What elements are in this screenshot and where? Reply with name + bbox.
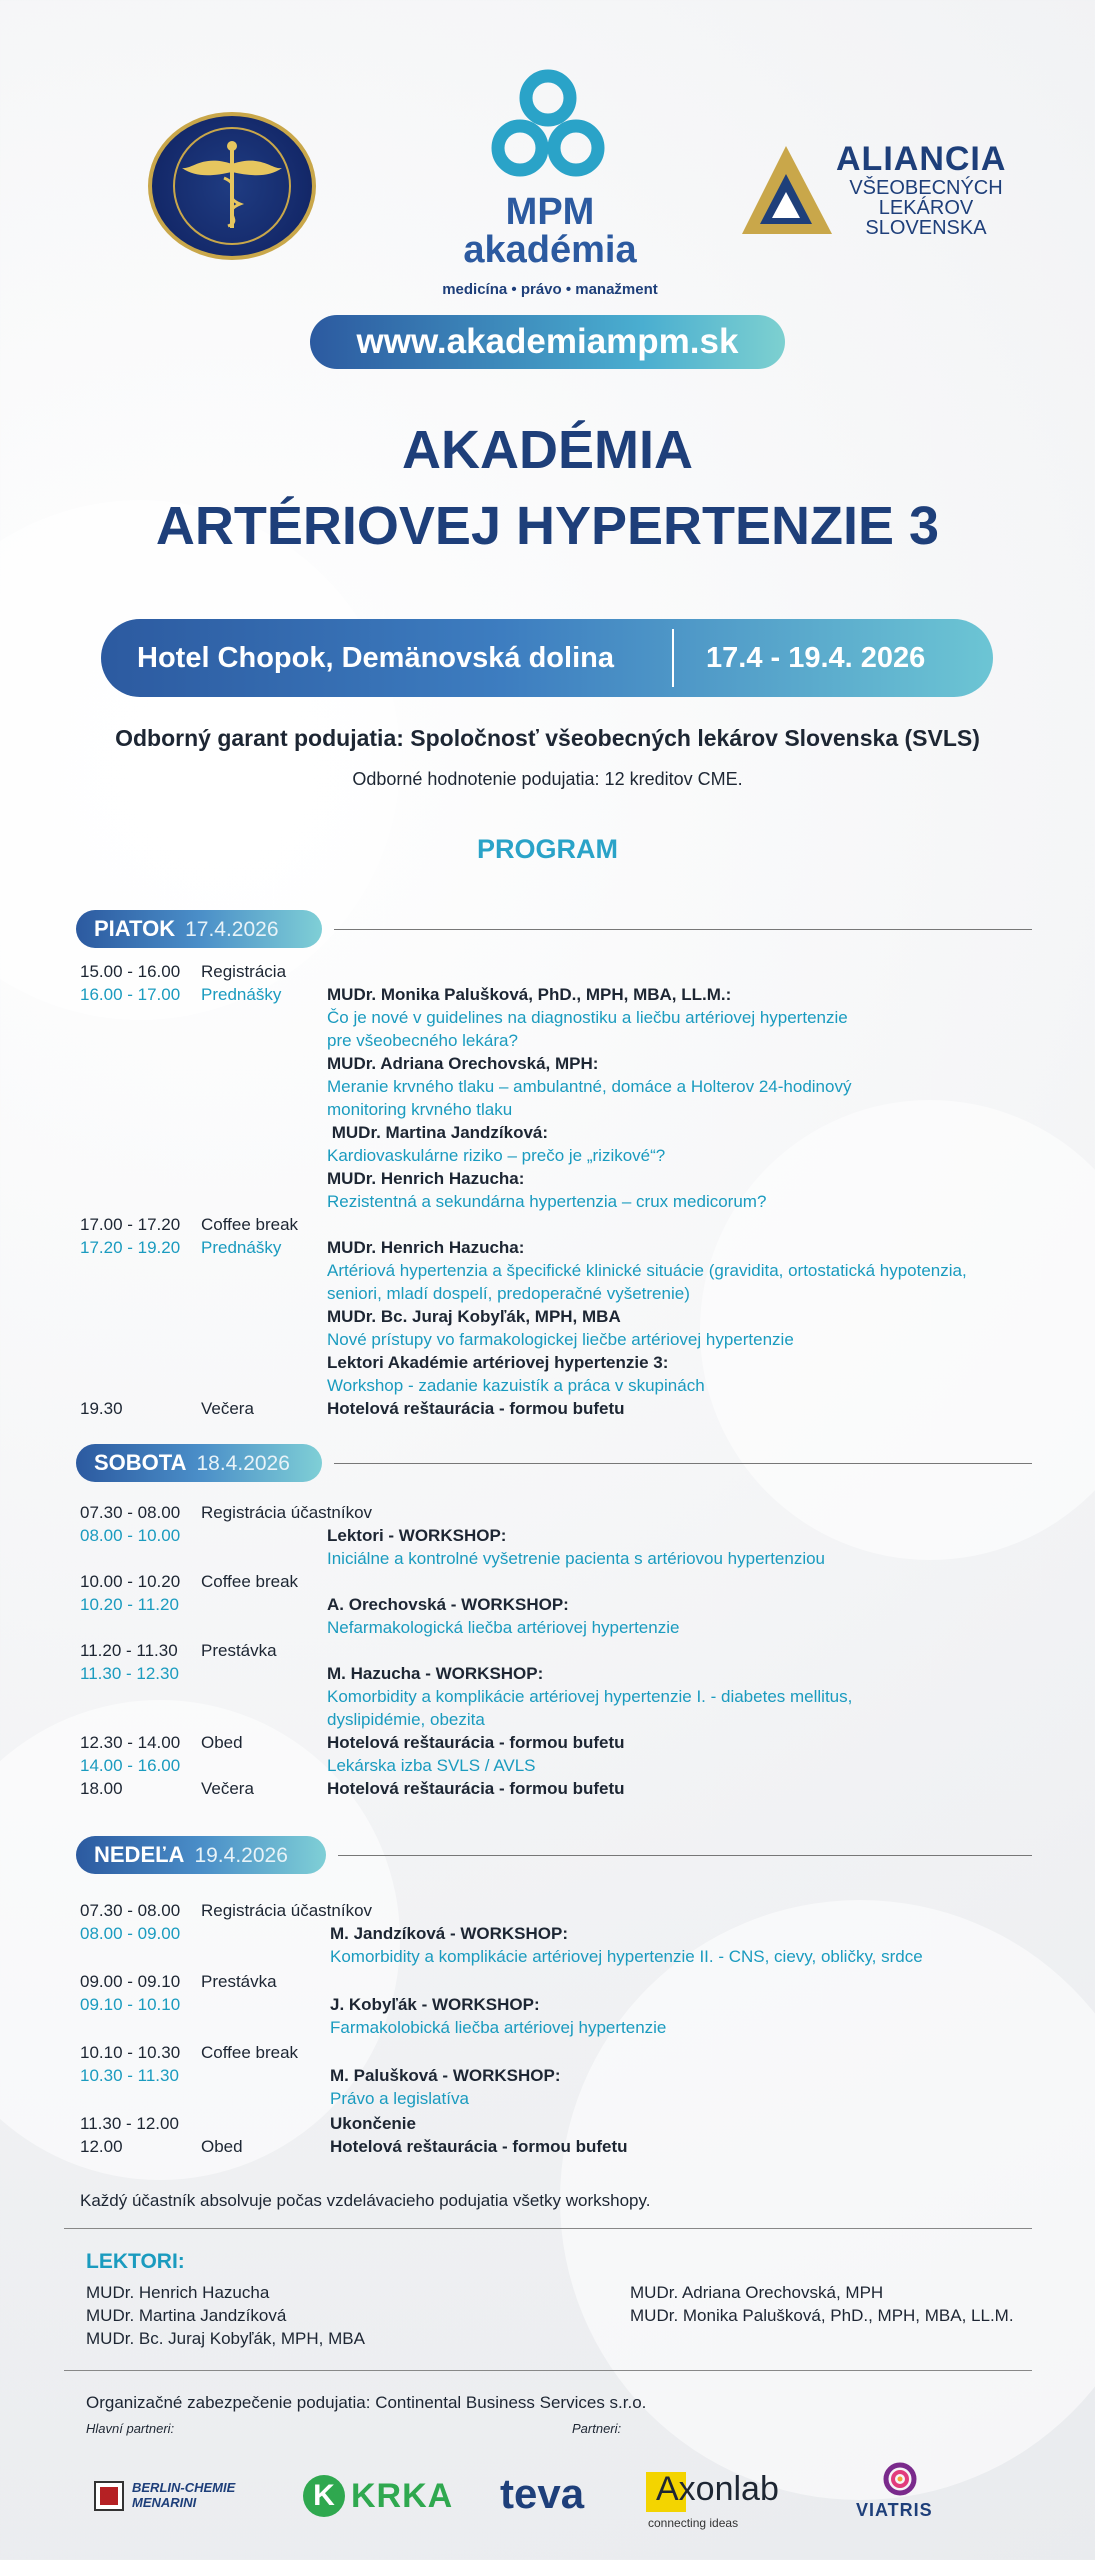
lecturer-line: M. Jandzíková - WORKSHOP: — [330, 1924, 569, 1943]
axonlab-tagline: connecting ideas — [648, 2516, 739, 2530]
krka-k-icon: K — [303, 2475, 345, 2517]
krka-logo — [303, 2473, 463, 2519]
day-divider — [334, 929, 1032, 930]
lecture-title: Workshop - zadanie kazuistík a práca v skupinách — [327, 1376, 705, 1395]
lektori-heading: LEKTORI: — [86, 2250, 185, 2273]
triangle-icon — [740, 140, 836, 240]
aliancia-sub-1: VŠEOBECNÝCH — [849, 177, 1003, 199]
mpm-tagline: medicína • právo • manažment — [442, 281, 658, 298]
lecture-title: Farmakolobická liečba artériovej hypertenzie — [330, 2018, 667, 2037]
lecture-title: Nefarmakologická liečba artériovej hypertenzie — [327, 1618, 680, 1637]
slot-detail: Hotelová reštaurácia - formou bufetu — [327, 1733, 625, 1752]
slot-label: Obed — [201, 2137, 243, 2156]
slot-label: Registrácia účastníkov — [201, 1901, 373, 1920]
slot-detail: Hotelová reštaurácia - formou bufetu — [327, 1399, 625, 1418]
day-pill-sobota — [76, 1444, 322, 1482]
program-heading: PROGRAM — [477, 834, 618, 864]
lecturer-line: A. Orechovská - WORKSHOP: — [327, 1595, 569, 1614]
guarantee-text: Odborný garant podujatia: Spoločnosť všeobecných lekárov Slovenska (SVLS) — [115, 725, 980, 751]
lecturer-name: MUDr. Henrich Hazucha — [86, 2283, 270, 2302]
svls-seal-logo — [148, 112, 316, 260]
lecturer-line: M. Hazucha - WORKSHOP: — [327, 1664, 544, 1683]
viatris-swirl-icon — [880, 2462, 920, 2496]
mpm-line1: MPM — [505, 191, 595, 233]
partners-label: Partneri: — [572, 2421, 622, 2436]
lecturer-line: M. Palušková - WORKSHOP: — [330, 2066, 561, 2085]
berlin-chemie-logo — [94, 2478, 284, 2514]
time-cell: 09.00 - 09.10 — [80, 1972, 181, 1991]
day-date: 19.4.2026 — [194, 1844, 288, 1867]
time-cell: 11.30 - 12.00 — [80, 2114, 179, 2133]
sponsor-name: Axonlab — [656, 2470, 779, 2508]
page-title-line1: AKADÉMIA — [402, 420, 693, 480]
viatris-logo — [850, 2462, 950, 2532]
slot-detail: Lekárska izba SVLS / AVLS — [327, 1756, 536, 1775]
aliancia-title: ALIANCIA — [836, 140, 1007, 178]
time-cell: 14.00 - 16.00 — [80, 1756, 181, 1775]
time-cell: 10.00 - 10.20 — [80, 1572, 181, 1591]
venue-banner — [101, 619, 993, 697]
lecture-title: Meranie krvného tlaku – ambulantné, domáce a Holterov 24-hodinový — [327, 1077, 852, 1096]
time-cell: 15.00 - 16.00 — [80, 962, 181, 981]
day-date: 17.4.2026 — [185, 918, 279, 941]
time-cell: 11.20 - 11.30 — [80, 1641, 178, 1660]
lecturer-line: MUDr. Henrich Hazucha: — [327, 1238, 525, 1257]
lecturer-name: MUDr. Martina Jandzíková — [86, 2306, 287, 2325]
slot-detail: Hotelová reštaurácia - formou bufetu — [327, 1779, 625, 1798]
slot-label: Coffee break — [201, 1572, 299, 1591]
slot-label: Registrácia — [201, 962, 287, 981]
lecture-title: Čo je nové v guidelines na diagnostiku a liečbu artériovej hypertenzie — [327, 1008, 848, 1027]
aliancia-sub-3: SLOVENSKA — [865, 217, 987, 239]
mpm-logo-text — [420, 193, 680, 298]
venue-divider — [672, 629, 674, 687]
lecturer-line: Lektori Akadémie artériovej hypertenzie 3: — [327, 1353, 669, 1372]
lektori-right-list — [630, 2281, 1014, 2327]
lecturer-line: J. Kobyľák - WORKSHOP: — [330, 1995, 540, 2014]
slot-label: Obed — [201, 1733, 243, 1752]
slot-detail: Hotelová reštaurácia - formou bufetu — [330, 2137, 628, 2156]
slot-label: Registrácia účastníkov — [201, 1503, 373, 1522]
time-cell: 10.10 - 10.30 — [80, 2043, 181, 2062]
organizer-text: Organizačné zabezpečenie podujatia: Continental Business Services s.r.o. — [86, 2393, 647, 2412]
day-pill-nedela — [76, 1836, 326, 1874]
slot-label: Prestávka — [201, 1972, 277, 1991]
slot-detail: Ukončenie — [330, 2114, 416, 2133]
day-name: PIATOK — [94, 916, 176, 941]
lecture-title: monitoring krvného tlaku — [327, 1100, 513, 1119]
lecturer-line: Lektori - WORKSHOP: — [327, 1526, 507, 1545]
main-partners-label: Hlavní partneri: — [86, 2421, 175, 2436]
slot-label: Coffee break — [201, 2043, 299, 2062]
slot-label: Večera — [201, 1399, 254, 1418]
sponsor-name: VIATRIS — [856, 2500, 933, 2520]
slot-label: Coffee break — [201, 1215, 299, 1234]
day-name: NEDEĽA — [94, 1842, 185, 1867]
lecturer-line: MUDr. Henrich Hazucha: — [327, 1169, 525, 1188]
axonlab-logo — [646, 2472, 796, 2534]
event-dates: 17.4 - 19.4. 2026 — [706, 642, 926, 674]
lecture-title: Iniciálne a kontrolné vyšetrenie pacienta s artériovou hypertenziou — [327, 1549, 826, 1568]
sponsor-name: KRKA — [351, 2477, 454, 2515]
lecturer-name: MUDr. Bc. Juraj Kobyľák, MPH, MBA — [86, 2329, 365, 2348]
lecturer-line: MUDr. Monika Palušková, PhD., MPH, MBA, LL.M.: — [327, 985, 732, 1004]
page-title-line2: ARTÉRIOVEJ HYPERTENZIE 3 — [155, 496, 940, 556]
time-cell: 18.00 — [80, 1779, 123, 1798]
aliancia-sub-2: LEKÁROV — [878, 197, 974, 219]
time-cell: 19.30 — [80, 1399, 123, 1418]
lecture-title: Komorbidity a komplikácie artériovej hypertenzie II. - CNS, cievy, obličky, srdce — [330, 1947, 923, 1966]
sponsor-name: BERLIN-CHEMIE MENARINI — [132, 2480, 236, 2510]
day-divider — [338, 1855, 1032, 1856]
lecture-title: Artériová hypertenzia a špecifické klinické situácie (gravidita, ortostatická hypotenzia, — [327, 1261, 967, 1280]
lecturer-name: MUDr. Monika Palušková, PhD., MPH, MBA, LL.M. — [630, 2306, 1014, 2325]
slot-label: Prednášky — [201, 1238, 282, 1257]
time-cell: 12.30 - 14.00 — [80, 1733, 181, 1752]
time-cell: 17.20 - 19.20 — [80, 1238, 181, 1257]
time-cell: 17.00 - 17.20 — [80, 1215, 181, 1234]
slot-label: Prestávka — [201, 1641, 277, 1660]
lecture-title: Komorbidity a komplikácie artériovej hypertenzie I. - diabetes mellitus, — [327, 1687, 853, 1706]
credits-text: Odborné hodnotenie podujatia: 12 kreditov CME. — [352, 769, 743, 789]
lecture-title: seniori, mladí dospelí, predoperačné vyšetrenie) — [327, 1284, 690, 1303]
time-cell: 08.00 - 10.00 — [80, 1526, 181, 1545]
aliancia-logo — [740, 140, 1020, 250]
lecture-title: pre všeobecného lekára? — [327, 1031, 518, 1050]
time-cell: 11.30 - 12.30 — [80, 1664, 179, 1683]
mpm-logo-icon — [488, 68, 608, 183]
lecture-title: Právo a legislatíva — [330, 2089, 469, 2108]
section-divider — [64, 2228, 1032, 2229]
slot-label: Prednášky — [201, 985, 282, 1004]
aliancia-subtitle — [836, 178, 1016, 238]
menarini-m-icon — [94, 2481, 124, 2511]
section-divider — [64, 2370, 1032, 2371]
lecturer-line: MUDr. Bc. Juraj Kobyľák, MPH, MBA — [327, 1307, 621, 1326]
time-cell: 07.30 - 08.00 — [80, 1503, 181, 1522]
time-cell: 10.30 - 11.30 — [80, 2066, 179, 2085]
workshop-note: Každý účastník absolvuje počas vzdelávacieho podujatia všetky workshopy. — [80, 2191, 651, 2210]
day-pill-piatok — [76, 910, 322, 948]
slot-label: Večera — [201, 1779, 254, 1798]
lecture-title: dyslipidémie, obezita — [327, 1710, 485, 1729]
time-cell: 09.10 - 10.10 — [80, 1995, 181, 2014]
time-cell: 16.00 - 17.00 — [80, 985, 181, 1004]
website-link[interactable]: www.akademiampm.sk — [310, 315, 785, 369]
lecture-title: Nové prístupy vo farmakologickej liečbe artériovej hypertenzie — [327, 1330, 794, 1349]
time-cell: 12.00 — [80, 2137, 123, 2156]
day-divider — [334, 1463, 1032, 1464]
venue-name: Hotel Chopok, Demänovská dolina — [137, 642, 614, 674]
day-date: 18.4.2026 — [196, 1452, 290, 1475]
time-cell: 08.00 - 09.00 — [80, 1924, 181, 1943]
time-cell: 10.20 - 11.20 — [80, 1595, 179, 1614]
lecture-title: Rezistentná a sekundárna hypertenzia – crux medicorum? — [327, 1192, 767, 1211]
lecture-title: Kardiovaskulárne riziko – prečo je „rizikové“? — [327, 1146, 666, 1165]
day-name: SOBOTA — [94, 1450, 187, 1475]
lecturer-line: MUDr. Martina Jandzíková: — [327, 1123, 549, 1142]
lektori-left-list — [86, 2281, 365, 2350]
lecturer-line: MUDr. Adriana Orechovská, MPH: — [327, 1054, 599, 1073]
time-cell: 07.30 - 08.00 — [80, 1901, 181, 1920]
mpm-line2: akadémia — [463, 229, 637, 271]
teva-logo: teva — [500, 2470, 585, 2517]
lecturer-name: MUDr. Adriana Orechovská, MPH — [630, 2283, 884, 2302]
